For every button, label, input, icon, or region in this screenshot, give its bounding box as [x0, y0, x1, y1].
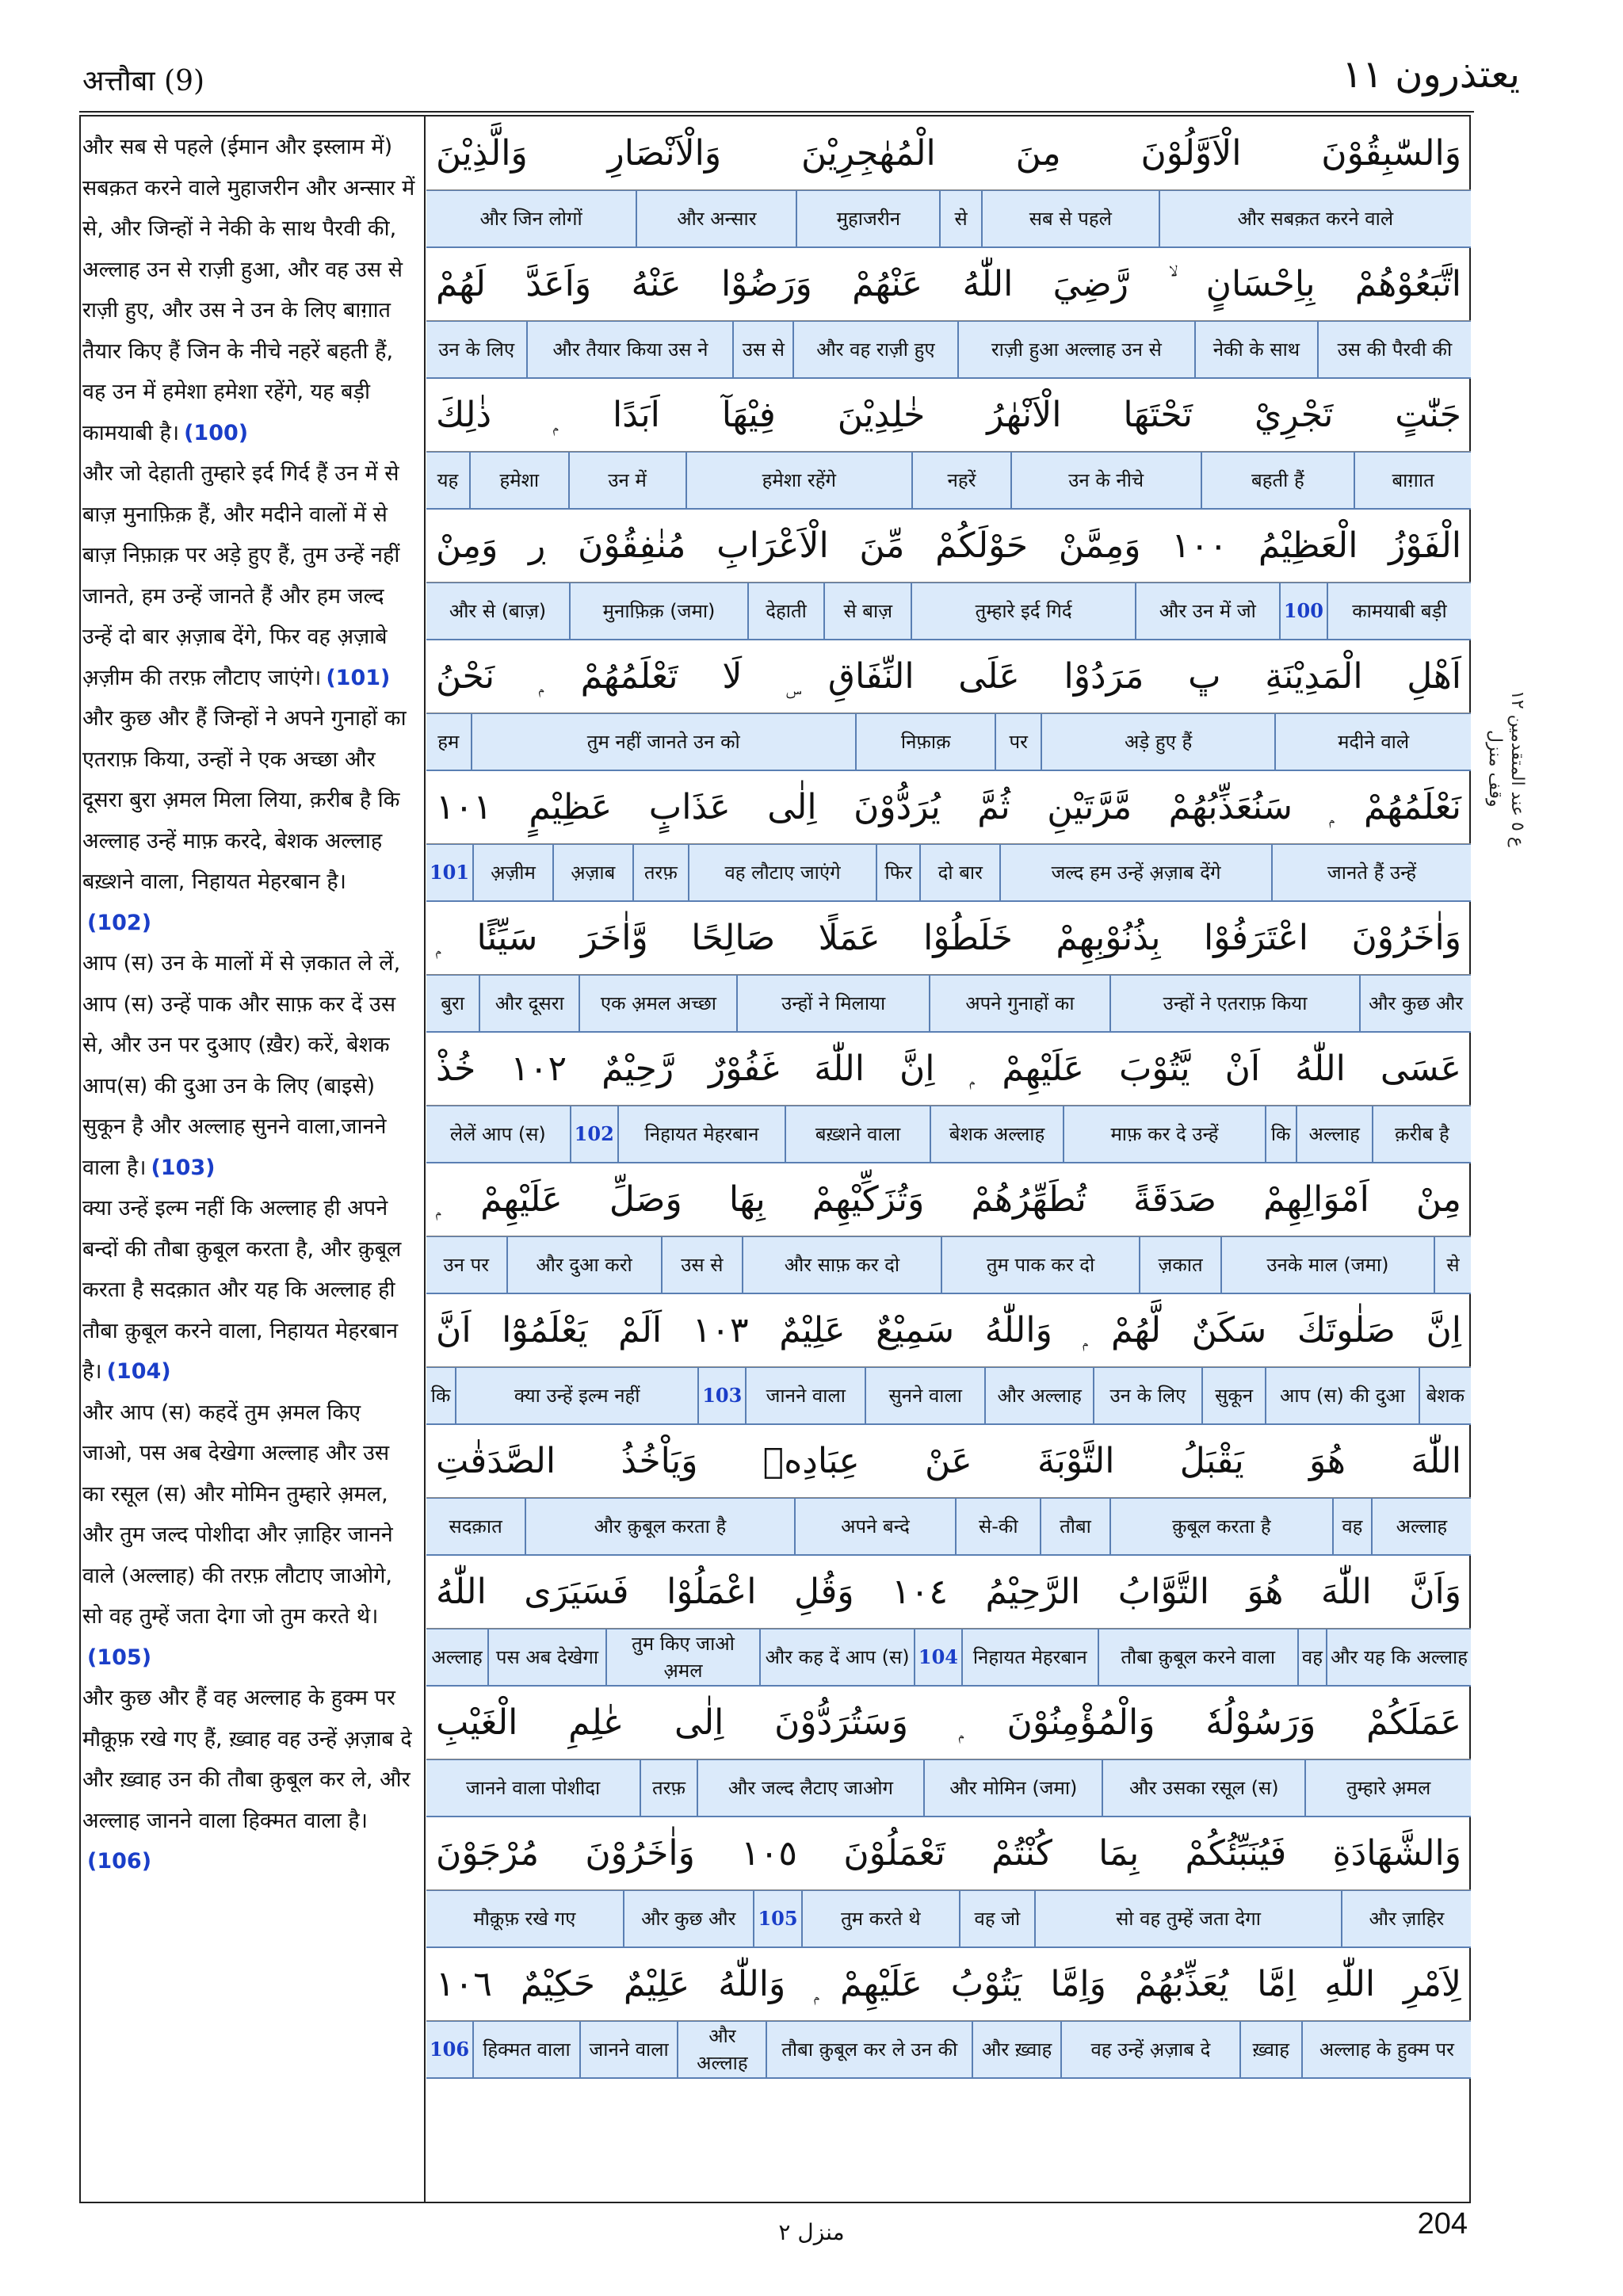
translation-text: और जो देहाती तुम्हारे इर्द गिर्द हैं उन में से बाज़ मुनाफ़िक़ हैं, और मदीने वालों में से बाज़ निफ़ाक़ पर अड़े हुए हैं, तुम उन्हें नहीं जानते, हम उन्हें जानते हैं और हम जल्द उन्हें दो बार अ़ज़ाब देंगे, फिर वह अ़ज़ाबे अ़ज़ीम की तरफ़ लौटाए जाएंगे। [82, 461, 400, 690]
word-meaning-cell: हमेशा रहेंगे [685, 453, 912, 508]
word-meaning-cell: से-की [955, 1499, 1040, 1554]
word-meaning-cell: देहाती [747, 583, 823, 639]
word-meaning-cell: राज़ी हुआ अल्लाह उन से [957, 322, 1194, 377]
word-meaning-cell: बख़्शने वाला [785, 1106, 930, 1162]
arabic-line: وَالشَّهَادَةِ فَيُنَبِّئُكُمْ بِمَا كُنْتُمْ تَعْمَلُوْنَ ١٠٥ وَاٰخَرُوْنَ مُرْجَوْنَ [426, 1817, 1471, 1890]
word-meaning-cell: उस से [732, 322, 792, 377]
word-meaning-cell: अड़े हुए हैं [1041, 714, 1274, 770]
word-meaning-cell: सदक़ात [449, 1515, 502, 1538]
word-meaning-cell: कामयाबी बड़ी [1327, 583, 1471, 639]
word-meaning-cell: उस की पैरवी की [1317, 322, 1471, 377]
verse-table [426, 117, 1471, 2079]
word-meaning-cell: पर [995, 714, 1041, 770]
word-meaning-cell: और तैयार किया उस ने [526, 322, 732, 377]
word-meaning-row [426, 452, 1471, 510]
word-meaning-cell: उन पर [443, 1254, 490, 1276]
verse-number: (100) [184, 420, 249, 445]
word-meaning-cell: उन में [568, 453, 685, 508]
arabic-line: وَاَنَّ اللّٰهَ هُوَ التَّوَّابُ الرَّحِيْمُ ١٠٤ وَقُلِ اعْمَلُوْا فَسَيَرَى اللّٰهُ [426, 1556, 1471, 1629]
arabic-line: وَالسّٰبِقُوْنَ الْاَوَّلُوْنَ مِنَ الْمُهٰجِرِيْنَ وَالْاَنْصَارِ وَالَّذِيْنَ [426, 117, 1471, 190]
translation-text: और आप (स) कहदें तुम अ़मल किए जाओ, पस अब देखेगा अल्लाह और उस का रसूल (स) और मोमिन तुम्हारे अ़मल, और तुम जल्द पोशीदा और ज़ाहिर जानने वाले (अल्लाह) की तरफ़ लौटाए जाओगे, सो वह तुम्हें जता देगा जो तुम करते थे। [82, 1400, 393, 1629]
surah-title: अत्तौबा (9) [82, 65, 205, 97]
word-meaning-cell: तुम पाक कर दो [941, 1237, 1140, 1293]
word-meaning-cell: फिर [876, 845, 919, 900]
word-meaning-cell: बाग़ात [1354, 453, 1471, 508]
word-meaning-cell: वह [1332, 1499, 1371, 1554]
arabic-line: اللّٰهَ هُوَ يَقْبَلُ التَّوْبَةَ عَنْ عِبَادِهٖ وَيَاْخُذُ الصَّدَقٰتِ [426, 1425, 1471, 1498]
translation-text: आप (स) उन के मालों में से ज़कात ले लें, आप (स) उन्हें पाक और साफ़ कर दें उस से, और उन पर दुआए (ख़ैर) करें, बेशक आप(स) की दुआ उन के लिए (बाइसे) सुकून है और अल्लाह सुनने वाला,जानने वाला है। [82, 951, 401, 1180]
translation-paragraph [82, 943, 415, 1188]
word-meaning-cell: क्या उन्हें इल्म नहीं [455, 1368, 697, 1423]
arabic-line: لِاَمْرِ اللّٰهِ اِمَّا يُعَذِّبُهُمْ وَاِمَّا يَتُوْبُ عَلَيْهِمْ ۭ وَاللّٰهُ عَلِيْمٌ حَكِيْمٌ ١٠٦ [426, 1948, 1471, 2021]
word-meaning-cell: अल्लाह [1296, 1106, 1372, 1162]
header-rule [79, 111, 1474, 113]
word-meaning-cell: उस से [661, 1237, 743, 1293]
word-meaning-cell: तुम नहीं जानते उन को [471, 714, 855, 770]
word-meaning-row [426, 1629, 1471, 1687]
word-meaning-cell: क़रीब है [1372, 1106, 1471, 1162]
word-meaning-cell: और क़ुबूल करता है [525, 1499, 793, 1554]
word-meaning-cell: और उसका रसूल (स) [1102, 1760, 1304, 1816]
word-meaning-cell: लेलें आप (स) [449, 1123, 546, 1145]
word-meaning-row [426, 321, 1471, 379]
word-meaning-cell: और मोमिन (जमा) [923, 1760, 1102, 1816]
word-meaning-cell: और ख़्वाह [972, 2022, 1060, 2077]
word-meaning-cell: और कह दें आप (स) [759, 1629, 914, 1685]
word-meaning-cell: मौक़ूफ़ रखे गए [473, 1908, 576, 1930]
word-meaning-cell: मुहाजरीन [796, 191, 939, 246]
word-meaning-cell: सुनने वाला [865, 1368, 984, 1423]
word-meaning-cell: सब से पहले [981, 191, 1159, 246]
translation-text: और सब से पहले (ईमान और इस्लाम में) सबक़त करने वाले मुहाजरीन और अन्सार में से, और जिन्हों ने नेकी के साथ पैरवी की, अल्लाह उन से राज़ी हुआ, और वह उस से राज़ी हुए, और उस ने उन के लिए बाग़ात तैयार किए हैं जिन के नीचे नहरें बहती हैं, वह उन में हमेशा हमेशा रहेंगे, यह बड़ी कामयाबी है। [82, 135, 415, 445]
word-meaning-cell: यह [437, 469, 459, 491]
word-meaning-cell: वह जो [959, 1891, 1035, 1946]
word-meaning-row [426, 1890, 1471, 1948]
translation-paragraph [82, 1678, 415, 1882]
word-meaning-cell: और यह कि अल्लाह [1326, 1629, 1471, 1685]
word-meaning-cell: और अल्लाह [677, 2022, 766, 2077]
word-meaning-cell: और जल्द लैटाए जाओग [697, 1760, 924, 1816]
column-divider [424, 115, 426, 2203]
word-meaning-cell: ख़्वाह [1239, 2022, 1301, 2077]
translation-paragraph [82, 127, 415, 453]
word-meaning-cell: अपने बन्दे [794, 1499, 956, 1554]
word-meaning-cell: निहायत मेहरबान [961, 1629, 1098, 1685]
arabic-line: عَسَى اللّٰهُ اَنْ يَّتُوْبَ عَلَيْهِمْ ۭ اِنَّ اللّٰهَ غَفُوْرٌ رَّحِيْمٌ ١٠٢ خُذْ [426, 1033, 1471, 1106]
word-meaning-cell: जानने वाला [579, 2022, 677, 2077]
word-meaning-row [426, 1236, 1471, 1294]
manzil-label: منزل ٢ [778, 2219, 845, 2245]
arabic-line: وَاٰخَرُوْنَ اعْتَرَفُوْا بِذُنُوْبِهِمْ خَلَطُوْا عَمَلًا صَالِحًا وَّاٰخَرَ سَيِّئًا ۭ [426, 902, 1471, 975]
word-meaning-cell: एक अ़मल अच्छा [579, 976, 736, 1031]
word-meaning-cell: और कुछ और [1359, 976, 1471, 1031]
word-meaning-row [426, 1106, 1471, 1163]
word-meaning-row [426, 190, 1471, 248]
word-meaning-cell: और से (बाज़) [449, 600, 547, 622]
word-meaning-cell: और अल्लाह [984, 1368, 1093, 1423]
verse-number: (103) [151, 1155, 216, 1180]
word-meaning-cell: निफ़ाक़ [855, 714, 995, 770]
juz-title: يعتذرون ١١ [1342, 52, 1520, 97]
word-meaning-cell: तौबा [1040, 1499, 1109, 1554]
word-meaning-cell: और दुआ करो [506, 1237, 661, 1293]
word-meaning-cell: माफ़ कर दे उन्हें [1063, 1106, 1265, 1162]
translation-text: और कुछ और हैं वह अल्लाह के हुक्म पर मौक़ूफ़ रखे गए हैं, ख़्वाह वह उन्हें अ़ज़ाब दे और ख़्वाह उन की तौबा क़ुबूल कर ले, और अल्लाह जानने वाला हिक्मत वाला है। [82, 1686, 412, 1833]
word-meaning-cell: अल्लाह [1371, 1499, 1471, 1554]
word-meaning-cell: अ़ज़ीम [472, 845, 552, 900]
translation-paragraph [82, 453, 415, 698]
verse-number-cell: 104 [914, 1629, 961, 1685]
word-meaning-cell: निहायत मेहरबान [617, 1106, 785, 1162]
word-meaning-cell: और ज़ाहिर [1341, 1891, 1471, 1946]
arabic-line: اَهْلِ الْمَدِيْنَةِ ڀ مَرَدُوْا عَلَى النِّفَاقِ ۣ لَا تَعْلَمُهُمْ ۭ نَحْنُ [426, 640, 1471, 713]
word-meaning-cell: वह लौटाए जाएंगे [688, 845, 876, 900]
word-meaning-cell: हिक्मत वाला [472, 2022, 579, 2077]
word-meaning-cell: तुम्हारे इर्द गिर्द [911, 583, 1134, 639]
word-meaning-cell: और दूसरा [479, 976, 579, 1031]
word-meaning-cell: और उन में जो [1135, 583, 1279, 639]
verse-number: (104) [106, 1359, 171, 1384]
word-meaning-cell: मदीने वाले [1274, 714, 1471, 770]
word-meaning-cell: जल्द हम उन्हें अ़ज़ाब देंगे [999, 845, 1271, 900]
word-meaning-cell: तुम करते थे [801, 1891, 958, 1946]
word-meaning-cell: से [1434, 1237, 1471, 1293]
word-meaning-cell: जानने वाला [745, 1368, 865, 1423]
word-meaning-row [426, 2021, 1471, 2079]
word-meaning-cell: मुनाफ़िक़ (जमा) [569, 583, 747, 639]
word-meaning-cell: से [939, 191, 981, 246]
word-meaning-cell: और अन्सार [636, 191, 796, 246]
word-meaning-row [426, 1367, 1471, 1425]
word-meaning-cell: जानते हैं उन्हें [1271, 845, 1471, 900]
word-meaning-cell: पस अब देखेगा [487, 1629, 605, 1685]
word-meaning-cell: और कुछ और [623, 1891, 753, 1946]
arabic-line: اتَّبَعُوْهُمْ بِاِحْسَانٍ ۙ رَّضِيَ اللّٰهُ عَنْهُمْ وَرَضُوْا عَنْهُ وَاَعَدَّ لَهُمْ [426, 248, 1471, 321]
arabic-line: اِنَّ صَلٰوتَكَ سَكَنٌ لَّهُمْ ۭ وَاللّٰهُ سَمِيْعٌ عَلِيْمٌ ١٠٣ اَلَمْ يَعْلَمُوْٓا اَنَّ [426, 1294, 1471, 1367]
translation-paragraph [82, 698, 415, 943]
word-meaning-row [426, 713, 1471, 771]
arabic-line: نَعْلَمُهُمْ ۭ سَنُعَذِّبُهُمْ مَّرَّتَيْنِ ثُمَّ يُرَدُّوْنَ اِلٰى عَذَابٍ عَظِيْمٍ ١٠١ [426, 771, 1471, 844]
word-meaning-cell: ज़कात [1139, 1237, 1220, 1293]
word-meaning-cell: उन के लिए [1093, 1368, 1201, 1423]
word-meaning-cell: तुम्हारे अ़मल [1304, 1760, 1471, 1816]
word-meaning-cell: और सबक़त करने वाले [1159, 191, 1471, 246]
word-meaning-cell: उनके माल (जमा) [1220, 1237, 1434, 1293]
word-meaning-cell: और साफ़ कर दो [742, 1237, 941, 1293]
word-meaning-row [426, 844, 1471, 902]
word-meaning-cell: वह उन्हें अ़ज़ाब दे [1060, 2022, 1239, 2077]
word-meaning-cell: हमेशा [469, 453, 568, 508]
word-meaning-cell: उन्हों ने एतराफ़ किया [1109, 976, 1359, 1031]
word-meaning-cell: अल्लाह [431, 1646, 483, 1668]
translation-paragraph [82, 1392, 415, 1679]
word-meaning-cell: हम [437, 731, 460, 753]
verse-number-cell: 101 [429, 861, 470, 884]
word-meaning-cell: बेशक अल्लाह [930, 1106, 1063, 1162]
word-meaning-row [426, 1759, 1471, 1817]
word-meaning-row [426, 583, 1471, 640]
word-meaning-cell: वह [1297, 1629, 1326, 1685]
word-meaning-row [426, 1498, 1471, 1556]
word-meaning-cell: कि [430, 1385, 451, 1407]
word-meaning-cell: तरफ़ [632, 845, 689, 900]
translation-text: क्या उन्हें इल्म नहीं कि अल्लाह ही अपने बन्दों की तौबा क़ुबूल करता है, और क़ुबूल करता है सदक़ात और यह कि अल्लाह ही तौबा क़ुबूल करने वाला, निहायत मेहरबान है। [82, 1196, 402, 1384]
word-meaning-cell: और वह राज़ी हुए [792, 322, 957, 377]
translation-column [82, 127, 415, 1882]
word-meaning-cell: तुम किए जाओ अ़मल [605, 1629, 760, 1685]
translation-paragraph [82, 1188, 415, 1392]
verse-number-cell: 106 [429, 2038, 470, 2061]
word-meaning-cell: दो बार [919, 845, 999, 900]
verse-number: (101) [326, 665, 391, 690]
word-meaning-cell: सो वह तुम्हें जता देगा [1034, 1891, 1341, 1946]
verse-number: (106) [87, 1849, 152, 1874]
word-meaning-cell: उन के लिए [438, 338, 515, 361]
verse-number: (102) [87, 910, 152, 935]
word-meaning-cell: उन के नीचे [1010, 453, 1201, 508]
word-meaning-cell: सुकून [1201, 1368, 1265, 1423]
word-meaning-cell: क़ुबूल करता है [1109, 1499, 1332, 1554]
arabic-line: الْفَوْزُ الْعَظِيْمُ ١٠٠ وَمِمَّنْ حَوْلَكُمْ مِّنَ الْاَعْرَابِ مُنٰفِقُوْنَ ڔ وَمِنْ [426, 510, 1471, 583]
word-meaning-cell: अपने गुनाहों का [929, 976, 1109, 1031]
word-meaning-cell: नेकी के साथ [1194, 322, 1317, 377]
word-meaning-cell: बहती हैं [1201, 453, 1354, 508]
word-meaning-cell: तरफ़ [640, 1760, 696, 1816]
word-meaning-cell: अल्लाह के हुक्म पर [1301, 2022, 1471, 2077]
arabic-line: عَمَلَكُمْ وَرَسُوْلُهٗ وَالْمُؤْمِنُوْنَ ۭ وَسَتُرَدُّوْنَ اِلٰى عٰلِمِ الْغَيْبِ [426, 1687, 1471, 1759]
arabic-line: جَنّٰتٍ تَجْرِيْ تَحْتَهَا الْاَنْهٰرُ خٰلِدِيْنَ فِيْهَآ اَبَدًا ۭ ذٰلِكَ [426, 379, 1471, 452]
word-meaning-cell: तौबा क़ुबूल करने वाला [1098, 1629, 1297, 1685]
word-meaning-cell: कि [1265, 1106, 1296, 1162]
margin-note: ع ٥ عند المتقدمين ١٢ وقف منزل [1485, 690, 1527, 847]
arabic-line: مِنْ اَمْوَالِهِمْ صَدَقَةً تُطَهِّرُهُمْ وَتُزَكِّيْهِمْ بِهَا وَصَلِّ عَلَيْهِمْ ۭ [426, 1163, 1471, 1236]
word-meaning-cell: और जिन लोगों [479, 208, 582, 230]
verse-number-cell: 103 [697, 1368, 745, 1423]
word-meaning-cell: नहरें [911, 453, 1010, 508]
word-meaning-cell: जानने वाला पोशीदा [465, 1777, 601, 1799]
word-meaning-row [426, 975, 1471, 1033]
translation-text: और कुछ और हैं जिन्हों ने अपने गुनाहों का एतराफ़ किया, उन्हों ने एक अच्छा और दूसरा बुरा अ़मल मिला लिया, क़रीब है कि अल्लाह उन्हें माफ़ करदे, बेशक अल्लाह बख़्शने वाला, निहायत मेहरबान है। [82, 706, 407, 894]
verse-number: (105) [87, 1645, 152, 1670]
word-meaning-cell: तौबा क़ुबूल कर ले उन की [766, 2022, 972, 2077]
word-meaning-cell: अ़ज़ाब [552, 845, 632, 900]
word-meaning-cell: बेशक [1419, 1368, 1471, 1423]
verse-number-cell: 102 [570, 1106, 617, 1162]
word-meaning-cell: आप (स) की दुआ [1265, 1368, 1418, 1423]
verse-number-cell: 105 [753, 1891, 801, 1946]
page-number: 204 [1417, 2207, 1468, 2241]
word-meaning-cell: उन्हों ने मिलाया [736, 976, 929, 1031]
word-meaning-cell: बुरा [441, 992, 464, 1014]
word-meaning-cell: से बाज़ [823, 583, 911, 639]
verse-number-cell: 100 [1279, 583, 1327, 639]
